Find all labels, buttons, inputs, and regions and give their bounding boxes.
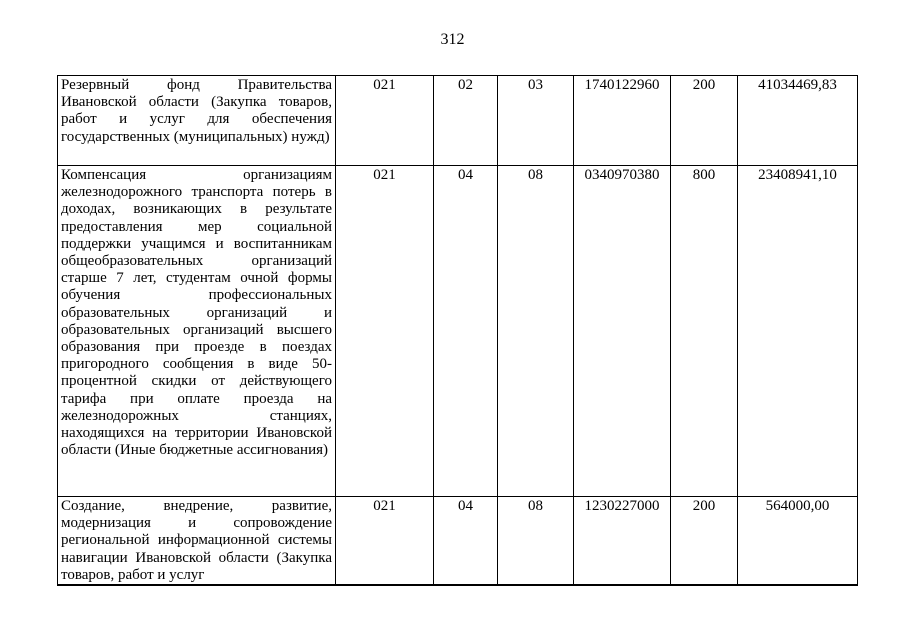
grbs-code-cell: 021 [336, 497, 434, 586]
subsection-code-cell: 08 [498, 497, 574, 586]
amount-cell: 41034469,83 [738, 76, 858, 166]
amount-cell: 564000,00 [738, 497, 858, 586]
description-cell: Компенсация организациям железнодорожного транспорта потерь в доходах, возникающих в результате предоставления мер социальной поддержки учащимся и воспитанникам общеобразовательных организаций старше 7 лет, студентам очной формы обучения профессиональных образовательных организаций и образовательных организаций высшего образования при проезде в поездах пригородного сообщения в виде 50-процентной скидки от действующего тарифа при оплате проезда на железнодорожных станциях, находящихся на территории Ивановской области (Иные бюджетные ассигнования) [58, 166, 336, 497]
grbs-code-cell: 021 [336, 76, 434, 166]
target-article-cell: 1230227000 [574, 497, 671, 586]
section-code-cell: 04 [434, 497, 498, 586]
table-row [58, 166, 858, 497]
clipped-text: Создание, внедрение, развитие, модернизация и сопровождение региональной информационной системы навигации Ивановской области (Закупка товаров, работ и услуг [61, 498, 332, 583]
expense-type-cell: 200 [671, 76, 738, 166]
section-code-cell: 04 [434, 166, 498, 497]
page-number: 312 [440, 31, 465, 48]
budget-table [57, 75, 858, 586]
grbs-code-cell: 021 [336, 166, 434, 497]
table-row [58, 76, 858, 166]
target-article-cell: 0340970380 [574, 166, 671, 497]
description-cell: Резервный фонд Правительства Ивановской области (Закупка товаров, работ и услуг для обеспечения государственных (муниципальных) нужд) [58, 76, 336, 166]
table-row-cut-by-page-break [58, 497, 858, 586]
target-article-cell: 1740122960 [574, 76, 671, 166]
expense-type-cell: 200 [671, 497, 738, 586]
section-code-cell: 02 [434, 76, 498, 166]
description-cell [58, 497, 336, 586]
expense-type-cell: 800 [671, 166, 738, 497]
subsection-code-cell: 03 [498, 76, 574, 166]
subsection-code-cell: 08 [498, 166, 574, 497]
amount-cell: 23408941,10 [738, 166, 858, 497]
